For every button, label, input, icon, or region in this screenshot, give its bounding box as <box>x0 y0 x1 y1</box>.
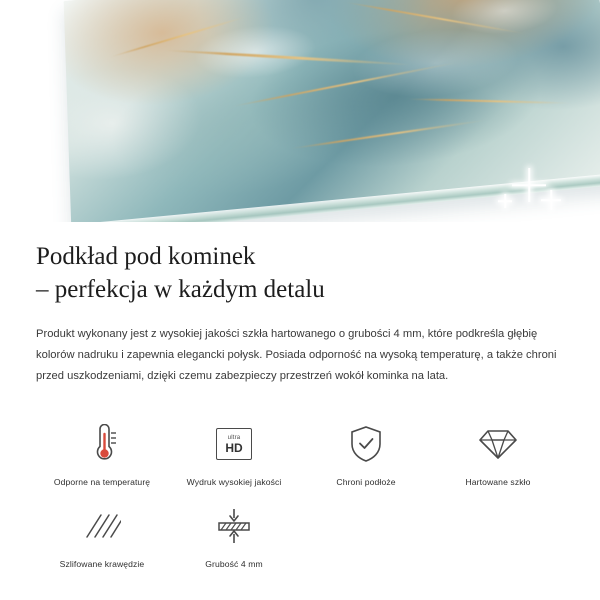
headline-line-2: – perfekcja w każdym detalu <box>36 276 325 303</box>
description-paragraph: Produkt wykonany jest z wysokiej jakości szkła hartowanego o grubości 4 mm, które podkreśla głębię kolorów nadruku i zapewnia elegancki połysk. Posiada odporność na wysoką temperaturę, a także chroni przed uszkodzeniami, dzięki czemu zabezpieczy przestrzeń wokół kominka na lata. <box>36 328 557 382</box>
feature-label: Hartowane szkło <box>465 477 531 487</box>
feature-label: Szlifowane krawędzie <box>59 559 145 569</box>
feature-label: Chroni podłoże <box>336 477 396 487</box>
content-block <box>0 240 600 575</box>
ultra-hd-bottom-label: HD <box>225 440 243 455</box>
diamond-icon <box>436 421 560 467</box>
feature-label: Grubość 4 mm <box>205 559 263 569</box>
thickness-icon <box>172 503 296 549</box>
hero-image <box>0 0 600 222</box>
thermometer-icon <box>40 421 164 467</box>
feature-item-tempered-glass <box>432 411 564 493</box>
polished-edges-icon <box>40 503 164 549</box>
feature-item-print-quality <box>168 411 300 493</box>
feature-list <box>36 411 564 575</box>
feature-item-surface-protection <box>300 411 432 493</box>
sparkle-icon <box>541 190 561 210</box>
feature-item-temperature <box>36 411 168 493</box>
ultra-hd-icon <box>172 421 296 467</box>
page-title <box>36 240 564 306</box>
feature-item-thickness <box>168 493 300 575</box>
feature-item-polished-edges <box>36 493 168 575</box>
glass-panel-render <box>64 0 600 222</box>
feature-label: Wydruk wysokiej jakości <box>186 477 282 487</box>
headline-line-1: Podkład pod kominek <box>36 243 256 270</box>
sparkle-icon <box>498 194 512 208</box>
shield-check-icon <box>304 421 428 467</box>
ultra-hd-top-label: ultra <box>227 434 241 441</box>
feature-label: Odporne na temperaturę <box>53 477 151 487</box>
